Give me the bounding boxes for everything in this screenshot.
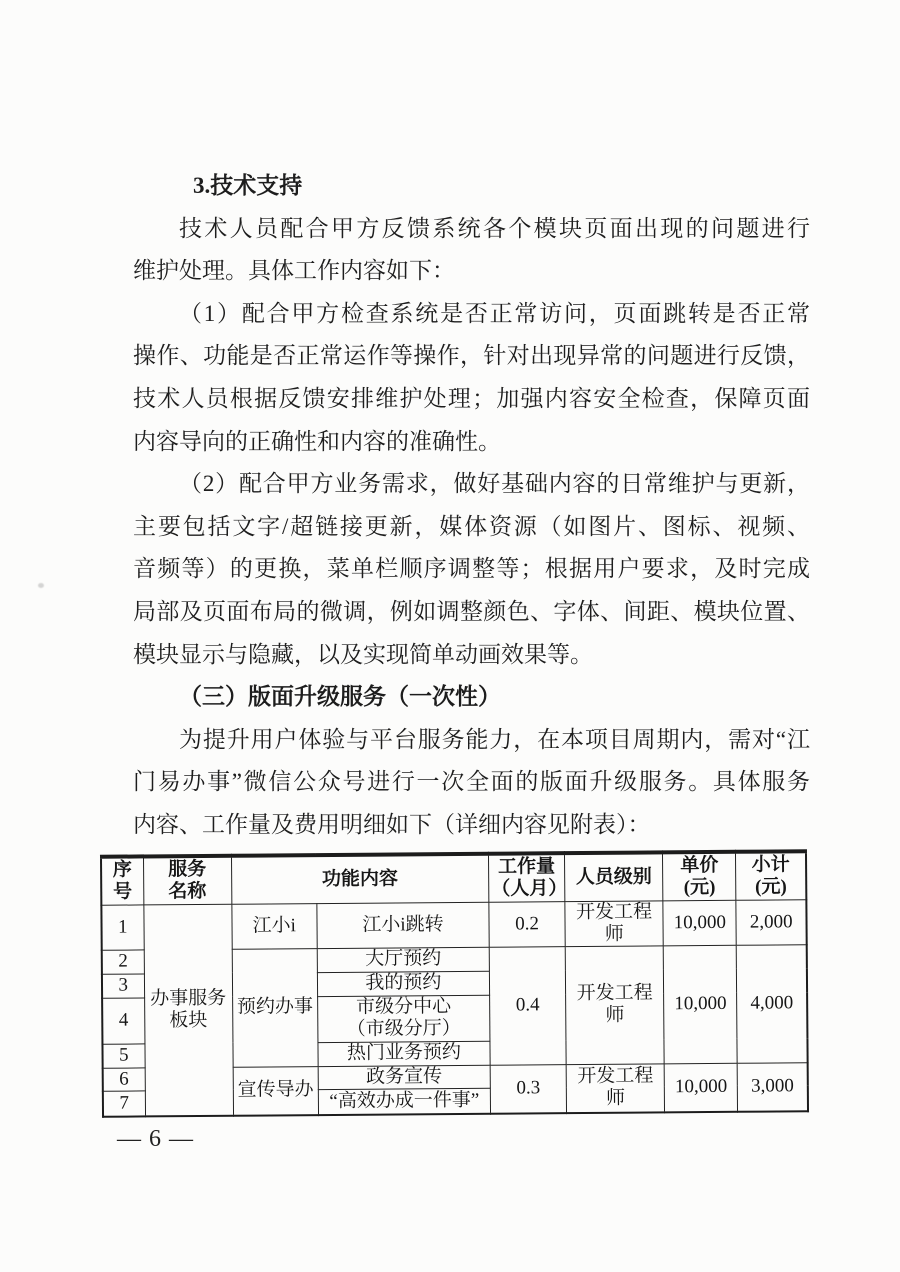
cell-level: 开发工程师 <box>566 1063 665 1113</box>
document-body <box>133 165 810 847</box>
scan-speck <box>38 583 44 588</box>
body-text-line: 音频等）的更换，菜单栏顺序调整等；根据用户要求，及时完成 <box>133 556 810 582</box>
heading-layout-upgrade: （三）版面升级服务（一次性） <box>179 684 501 710</box>
cell-level: 开发工程师 <box>565 945 664 1064</box>
body-text-line: 技术人员根据反馈安排维护处理；加强内容安全检查，保障页面 <box>133 385 810 411</box>
body-text-line: （2）配合甲方业务需求，做好基础内容的日常维护与更新， <box>179 471 810 497</box>
body-text-line: 门易办事”微信公众号进行一次全面的版面升级服务。具体服务 <box>133 769 810 795</box>
table-header-row <box>101 851 806 905</box>
body-text-line: 模块显示与隐藏，以及实现简单动画效果等。 <box>133 641 593 667</box>
cell-unit-price: 10,000 <box>663 945 737 1064</box>
header-function-content: 功能内容 <box>231 854 489 904</box>
cell-item: 热门业务预约 <box>318 1041 490 1066</box>
cell-seq-no: 6 <box>103 1067 145 1090</box>
cell-seq-no: 5 <box>102 1043 144 1067</box>
cell-seq-no: 2 <box>102 949 144 973</box>
cell-seq-no: 3 <box>102 973 144 997</box>
header-staff-level: 人员级别 <box>565 852 663 901</box>
body-text-line: 为提升用户体验与平台服务能力，在本项目周期内，需对“江 <box>179 726 810 752</box>
cell-workload: 0.2 <box>489 901 565 947</box>
service-upgrade-table <box>100 849 809 1118</box>
cell-seq-no: 7 <box>103 1090 145 1116</box>
cell-group-name: 江小i <box>232 903 317 949</box>
body-text-line: 局部及页面布局的微调，例如调整颜色、字体、间距、模块位置、 <box>133 598 810 624</box>
page-number: — 6 — <box>117 1126 194 1152</box>
header-unit-price: 单价 (元) <box>663 852 736 901</box>
cell-unit-price: 10,000 <box>664 1063 737 1113</box>
cell-item: “高效办成一件事” <box>318 1088 490 1115</box>
cell-item: 市级分中心 （市级分厅） <box>317 995 490 1042</box>
body-text-line: 操作、功能是否正常运作等操作，针对出现异常的问题进行反馈， <box>133 343 810 369</box>
body-text-line: 技术人员配合甲方反馈系统各个模块页面出现的问题进行 <box>179 215 810 241</box>
header-workload: 工作量 （人月） <box>488 853 564 902</box>
cell-seq-no: 1 <box>101 904 143 949</box>
cell-item: 大厅预约 <box>317 947 489 972</box>
header-service-name: 服务 名称 <box>143 856 231 905</box>
table-row <box>101 899 806 950</box>
body-text-line: 内容导向的正确性和内容的准确性。 <box>133 428 501 454</box>
cell-unit-price: 10,000 <box>663 900 736 946</box>
body-text-line: 维护处理。具体工作内容如下： <box>133 258 455 284</box>
cell-subtotal: 2,000 <box>736 899 807 945</box>
cell-service-module: 办事服务 板块 <box>143 904 233 1117</box>
cell-workload: 0.3 <box>490 1064 566 1114</box>
heading-tech-support: 3.技术支持 <box>193 173 303 198</box>
cell-seq-no: 4 <box>102 997 144 1043</box>
cell-level: 开发工程师 <box>565 900 663 946</box>
body-text-line: （1）配合甲方检查系统是否正常访问，页面跳转是否正常 <box>179 300 810 326</box>
cell-subtotal: 3,000 <box>737 1062 808 1112</box>
cell-group-name: 宣传导办 <box>233 1066 318 1116</box>
body-text-line: 内容、工作量及费用明细如下（详细内容见附表）： <box>133 811 651 837</box>
header-seq-no: 序 号 <box>101 856 143 904</box>
cell-item: 江小i跳转 <box>317 902 490 948</box>
header-subtotal: 小计 (元) <box>736 851 807 900</box>
body-text-line: 主要包括文字/超链接更新，媒体资源（如图片、图标、视频、 <box>133 513 810 539</box>
cell-item: 政务宣传 <box>318 1065 490 1089</box>
cell-group-name: 预约办事 <box>232 948 318 1067</box>
cell-item: 我的预约 <box>317 971 489 996</box>
cell-subtotal: 4,000 <box>737 944 808 1063</box>
cell-workload: 0.4 <box>489 946 566 1065</box>
